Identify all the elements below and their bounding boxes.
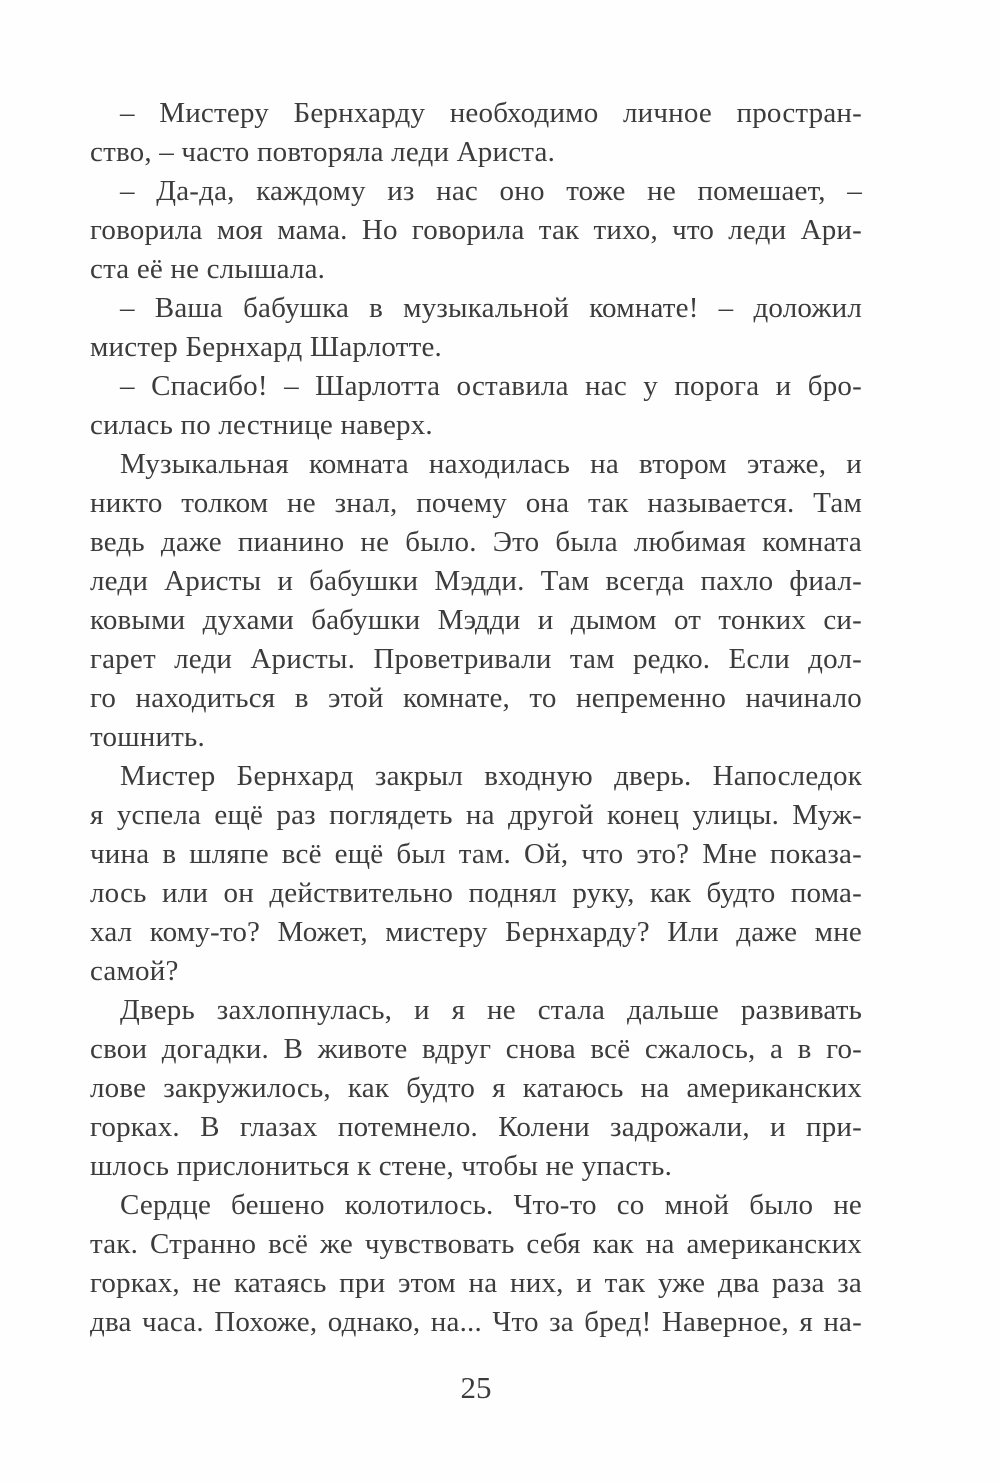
text-line: шлось прислониться к стене, чтобы не упасть.: [90, 1150, 673, 1182]
text-line: горках. В глазах потемнело. Колени задрожали, и при-: [90, 1111, 862, 1143]
text-line: горках, не катаясь при этом на них, и так уже два раза за: [90, 1267, 862, 1299]
text-line: так. Странно всё же чувствовать себя как на американских: [90, 1228, 862, 1260]
paragraph: [90, 289, 862, 367]
text-line: – Ваша бабушка в музыкальной комнате! – доложил: [120, 292, 862, 324]
text-line: лось или он действительно поднял руку, как будто пома-: [90, 877, 862, 909]
paragraph: [90, 1186, 862, 1342]
text-line: лове закружилось, как будто я катаюсь на американских: [90, 1072, 862, 1104]
text-block: [90, 94, 862, 1342]
text-line: – Спасибо! – Шарлотта оставила нас у порога и бро-: [120, 370, 862, 402]
page-number: 25: [460, 1370, 492, 1405]
text-line: ковыми духами бабушки Мэдди и дымом от тонких си-: [90, 604, 862, 636]
paragraph: [90, 991, 862, 1186]
text-line: Сердце бешено колотилось. Что-то со мной было не: [120, 1189, 862, 1221]
text-line: ста её не слышала.: [90, 253, 326, 285]
paragraph: [90, 445, 862, 757]
text-line: свои догадки. В животе вдруг снова всё сжалось, а в го-: [90, 1033, 862, 1065]
text-line: – Да-да, каждому из нас оно тоже не помешает, –: [120, 175, 862, 207]
text-line: тошнить.: [90, 721, 205, 753]
text-line: – Мистеру Бернхарду необходимо личное простран-: [120, 97, 862, 129]
text-line: леди Аристы и бабушки Мэдди. Там всегда пахло фиал-: [90, 565, 862, 597]
text-line: самой?: [90, 955, 179, 987]
text-line: я успела ещё раз поглядеть на другой конец улицы. Муж-: [90, 799, 862, 831]
text-line: ведь даже пианино не было. Это была любимая комната: [90, 526, 862, 558]
text-line: мистер Бернхард Шарлотте.: [90, 331, 442, 363]
text-line: Мистер Бернхард закрыл входную дверь. Напоследок: [120, 760, 862, 792]
text-line: ство, – часто повторяла леди Ариста.: [90, 136, 556, 168]
text-line: два часа. Похоже, однако, на... Что за бред! Наверное, я на-: [90, 1306, 862, 1338]
text-line: говорила моя мама. Но говорила так тихо, что леди Ари-: [90, 214, 862, 246]
text-line: Дверь захлопнулась, и я не стала дальше развивать: [120, 994, 862, 1026]
paragraph: [90, 367, 862, 445]
text-line: гарет леди Аристы. Проветривали там редко. Если дол-: [90, 643, 862, 675]
paragraph: [90, 94, 862, 172]
text-line: Музыкальная комната находилась на втором этаже, и: [120, 448, 862, 480]
text-line: го находиться в этой комнате, то непременно начинало: [90, 682, 862, 714]
paragraph: [90, 757, 862, 991]
text-line: чина в шляпе всё ещё был там. Ой, что это? Мне показа-: [90, 838, 862, 870]
text-line: никто толком не знал, почему она так называется. Там: [90, 487, 862, 519]
paragraph: [90, 172, 862, 289]
text-line: силась по лестнице наверх.: [90, 409, 433, 441]
text-line: хал кому-то? Может, мистеру Бернхарду? Или даже мне: [90, 916, 862, 948]
